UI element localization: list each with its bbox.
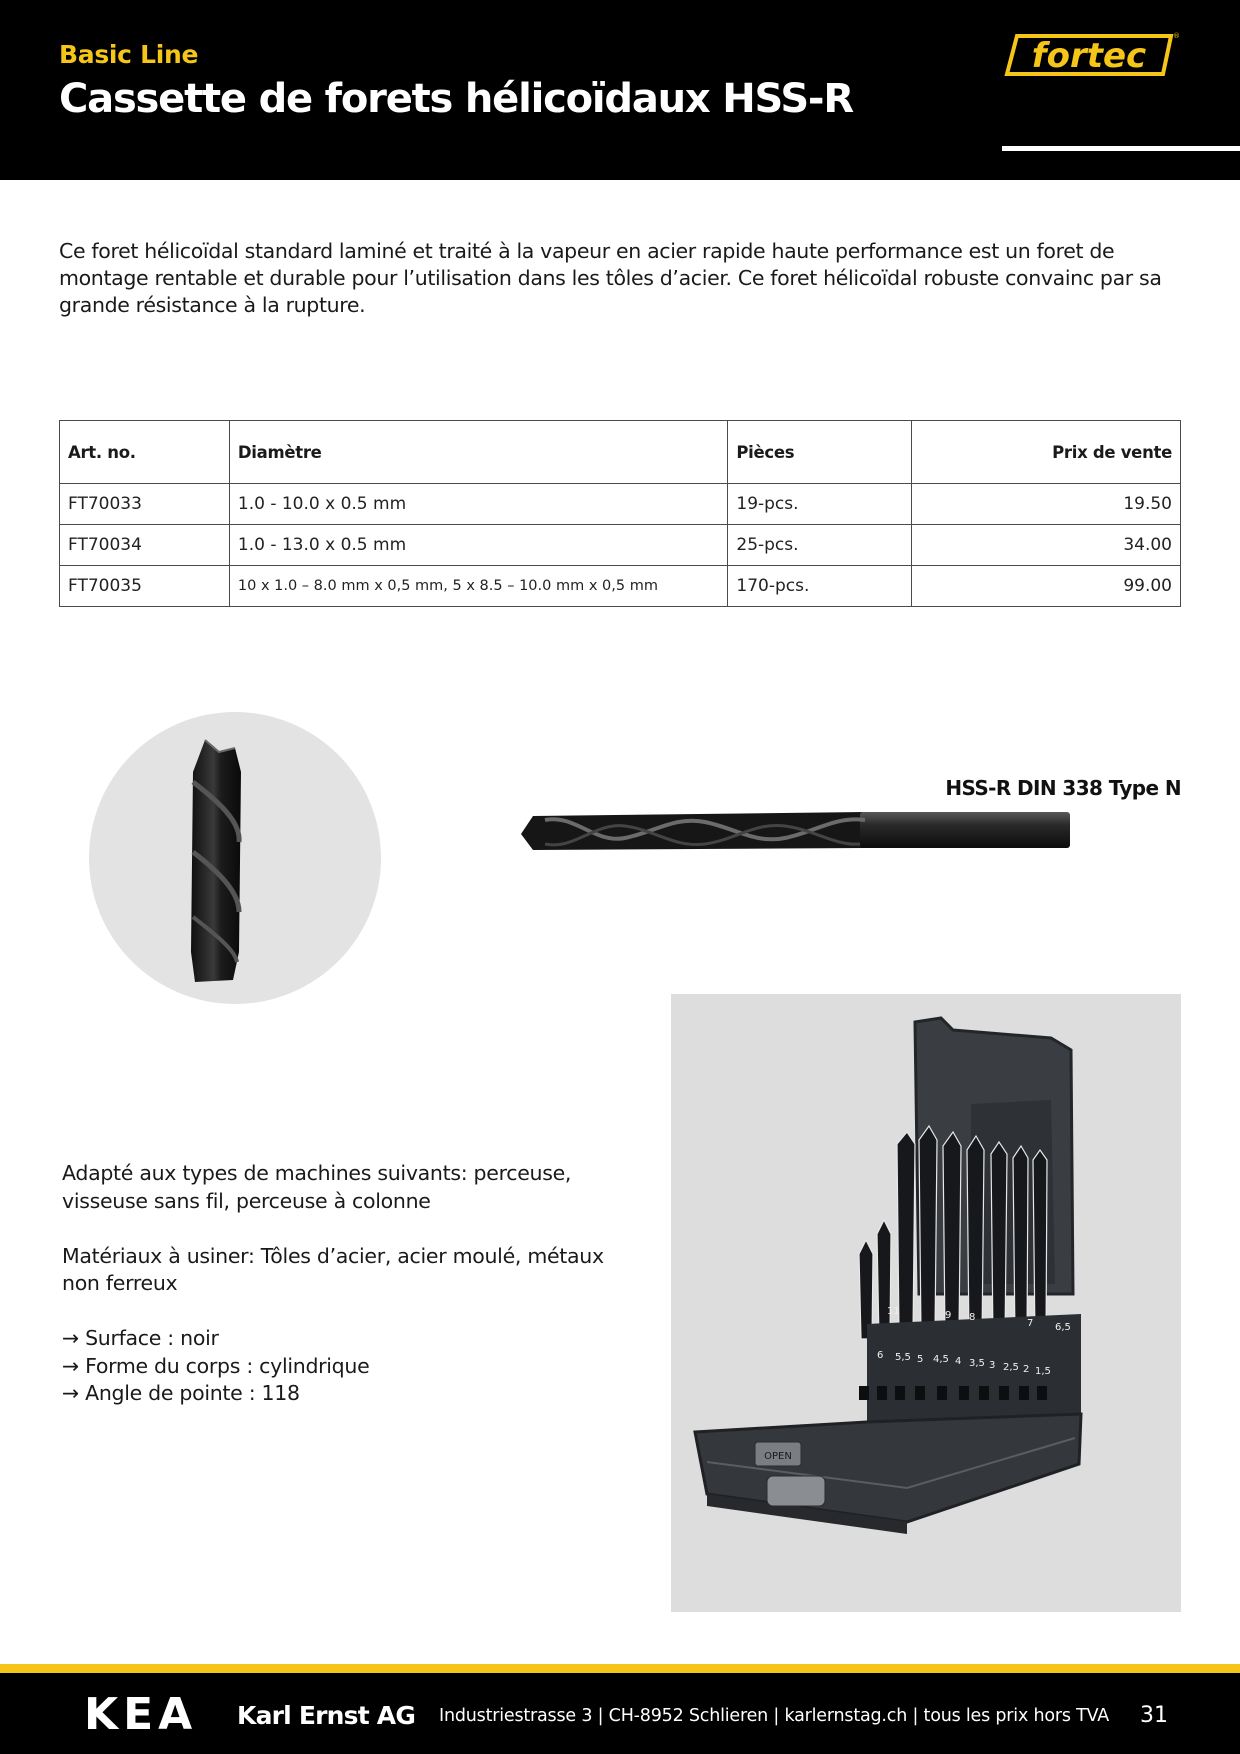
kea-logo: KEA: [84, 1689, 198, 1740]
cell-pieces: 19-pcs.: [728, 484, 912, 525]
page-footer: [0, 1673, 1240, 1754]
size-label: 11: [887, 1306, 900, 1317]
cell-pieces: 170-pcs.: [728, 566, 912, 607]
header-art-no: Art. no.: [60, 421, 230, 484]
product-line-label: Basic Line: [59, 40, 199, 69]
size-label: 2: [1023, 1364, 1030, 1375]
open-label: OPEN: [764, 1451, 792, 1462]
size-label: 9: [945, 1310, 952, 1321]
table-row: [60, 525, 1181, 566]
page-title: Cassette de forets hélicoïdaux HSS-R: [59, 76, 853, 122]
cell-art-no: FT70034: [60, 525, 230, 566]
size-label: 3,5: [969, 1358, 985, 1369]
size-label: 8: [969, 1312, 976, 1323]
size-label: 6: [877, 1350, 884, 1361]
cell-diameter: 10 x 1.0 – 8.0 mm x 0,5 mm, 5 x 8.5 – 10.0 mm x 0,5 mm: [229, 566, 727, 607]
spec-point-angle: → Angle de pointe : 118: [62, 1381, 300, 1405]
header-price: Prix de vente: [912, 421, 1181, 484]
company-address: Industriestrasse 3 | CH-8952 Schlieren | karlernstag.ch | tous les prix hors TVA: [439, 1706, 1110, 1726]
page-header: [0, 0, 1240, 180]
size-label: 6,5: [1055, 1322, 1071, 1333]
fortec-logo: [1003, 30, 1179, 84]
drill-tip-image: [89, 712, 381, 1004]
company-name: Karl Ernst AG: [237, 1701, 416, 1730]
cell-diameter: 1.0 - 13.0 x 0.5 mm: [229, 525, 727, 566]
cell-pieces: 25-pcs.: [728, 525, 912, 566]
cell-price: 19.50: [912, 484, 1181, 525]
features-block: [62, 1160, 642, 1408]
product-table: [59, 420, 1181, 607]
size-label: 2,5: [1003, 1362, 1019, 1373]
intro-text: Ce foret hélicoïdal standard laminé et traité à la vapeur en acier rapide haute performance est un foret de montage rentable et durable pour l’utilisation dans les tôles d’acier. Ce foret hélicoïdal robuste convainc par sa grande résistance à la rupture.: [59, 239, 1162, 317]
cell-art-no: FT70035: [60, 566, 230, 607]
spec-body-shape: → Forme du corps : cylindrique: [62, 1353, 370, 1378]
table-row: [60, 484, 1181, 525]
table-row: [60, 566, 1181, 607]
cassette-drawing: [671, 994, 1181, 1612]
machine-types-text: Adapté aux types de machines suivants: perceuse, visseuse sans fil, perceuse à colonne: [62, 1161, 572, 1213]
spec-list: [62, 1325, 642, 1408]
size-label: 5: [917, 1354, 924, 1365]
cassette-photo: [671, 994, 1181, 1612]
spec-surface: → Surface : noir: [62, 1326, 219, 1350]
table-header-row: [60, 421, 1181, 484]
size-label: 4: [955, 1356, 962, 1367]
size-label: 1,5: [1035, 1366, 1051, 1377]
svg-text:®: ®: [1173, 32, 1180, 40]
footer-stripe: [0, 1664, 1240, 1673]
size-label: 7: [1027, 1318, 1034, 1329]
drill-side-image: [515, 800, 1080, 860]
header-pieces: Pièces: [728, 421, 912, 484]
cell-diameter: 1.0 - 10.0 x 0.5 mm: [229, 484, 727, 525]
size-label: 3: [989, 1360, 996, 1371]
drill-tip-drawing: [89, 712, 381, 1004]
cell-art-no: FT70033: [60, 484, 230, 525]
cell-price: 99.00: [912, 566, 1181, 607]
header-diameter: Diamètre: [229, 421, 727, 484]
page-number: 31: [1140, 1703, 1168, 1728]
materials-text: Matériaux à usiner: Tôles d’acier, acier moulé, métaux non ferreux: [62, 1243, 604, 1295]
cell-price: 34.00: [912, 525, 1181, 566]
drill-type-label: HSS-R DIN 338 Type N: [945, 776, 1181, 800]
size-label: 5,5: [895, 1352, 911, 1363]
brand-text: fortec: [1031, 36, 1147, 76]
header-rule: [1002, 146, 1240, 151]
size-label: 4,5: [933, 1354, 949, 1365]
